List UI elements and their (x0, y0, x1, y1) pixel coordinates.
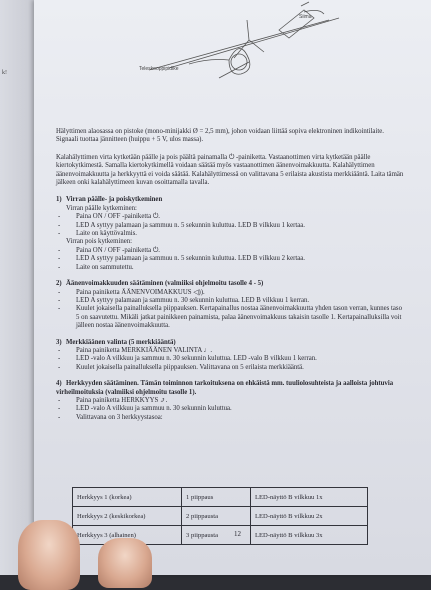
section-title (56, 339, 406, 347)
section-title-text: Virran päälle- ja poiskytkeminen (66, 196, 163, 204)
sections (56, 196, 406, 422)
bullet-item: - Laite on käyttövalmis. (56, 230, 406, 238)
bullet-item: - Kuulet jokaisella painalluksella piippauksen. Valittavana on 5 erilaista merkkiääntä. (56, 364, 406, 372)
bullet-item: - Paina ON / OFF -painiketta ⏻. (56, 247, 406, 255)
section-number: 1) (56, 196, 62, 204)
section-title (56, 380, 406, 397)
table-row (73, 488, 368, 507)
fishing-rod-illustration (129, 0, 369, 90)
edge-text: k! (2, 70, 7, 76)
section-title-text: Merkkiäänen valinta (5 merkkiääntä) (66, 338, 176, 346)
table-cell: Herkkyys 2 (keskikorkea) (73, 507, 182, 526)
sensitivity-table (72, 487, 368, 545)
bullet-item: - LED A syttyy palamaan ja sammuu n. 30 sekunnin kuluttua. LED B vilkkuu 1 kerran. (56, 297, 406, 305)
table-cell: 3 piippausta (182, 526, 251, 545)
section (56, 280, 406, 330)
section (56, 339, 406, 373)
bullet-item: - Paina ON / OFF -painiketta ⏻. (56, 213, 406, 221)
bullet-item: - Valittavana on 3 herkkyystasoa: (56, 414, 406, 422)
table-cell: LED-näyttö B vilkkuu 2x (251, 507, 368, 526)
section-title (56, 196, 406, 204)
table-row (73, 507, 368, 526)
table-cell: 1 piippaus (182, 488, 251, 507)
section-number: 4) (56, 380, 62, 388)
bullet-item: - LED A syttyy palamaan ja sammuu n. 5 sekunnin kuluttua. LED B vilkkuu 2 kertaa. (56, 255, 406, 263)
section-number: 2) (56, 280, 62, 288)
intro-paragraph-2: Kalahälyttimen virta kytketään päälle ja pois päältä painamalla ⏻ -painiketta. Vastaanottimen virta kytketään päälle kiertokytkimestä. Samalla kiertokytkimellä voidaan säätää myös vastaanottimen äänenvoimakkuutta. Kalahälyttimen äänenvoimakkuutta ja herkkyyttä ei voida säätää. Kalahälyttimessä on valittavana 5 erilaista akustista merkkiääntä. Laita tämän jälkeen onki kalahälyttimeen kuvan osoittamalla tavalla. (56, 153, 404, 187)
bullet-item: - Paina painiketta ÄÄNENVOIMAKKUUS ◁)). (56, 289, 406, 297)
section (56, 380, 406, 422)
manual-page (34, 0, 431, 575)
bullet-item: - Paina painiketta HERKKYYS ⤴. (56, 397, 406, 405)
subheading: Virran pois kytkeminen: (66, 238, 133, 246)
bullet-item: - Paina painiketta MERKKIÄÄNEN VALINTA ♩. (56, 347, 406, 355)
bullet-item: - LED -valo A vilkkuu ja sammuu n. 30 sekunnin kuluttua. LED -valo B vilkkuu 1 kerran. (56, 355, 406, 363)
bullet-item: - Kuulet jokaisella painalluksella piippauksen. Kertapainallus nostaa äänenvoimakkuutta yhden tason verran, kunnes taso 5 on saavutettu. Mikäli jatkat painikkeen painamista, palaa äänenvoimakkuus takaisin tasolle 1. Kertapainalluksilla voit jälleen nostaa äänenvoimakkuutta. (56, 305, 406, 330)
intro-paragraph-1: Hälyttimen alaosassa on pistoke (mono-minijakki Ø = 2,5 mm), johon voidaan liittää sopiva elektroninen indikointilaite. Signaali tuottaa jännitteen (huippu + 5 V, ulos massa). (56, 128, 384, 144)
page-number: 12 (234, 530, 241, 538)
subheading: Virran päälle kytkeminen: (66, 204, 137, 212)
section-title-text: Äänenvoimakkuuden säätäminen (valmiiksi ohjelmoitu tasolle 4 - 5) (66, 280, 264, 288)
table-cell: 2 piippausta (182, 507, 251, 526)
bullet-item: - Laite on sammutettu. (56, 264, 406, 272)
table-cell: Herkkyys 1 (korkea) (73, 488, 182, 507)
table-cell: LED-näyttö B vilkkuu 3x (251, 526, 368, 545)
manual-body (56, 128, 406, 422)
table-cell: Herkkyys 3 (alhainen) (73, 526, 182, 545)
section-number: 3) (56, 338, 62, 346)
label-teleskooppipidike: Teleskooppipidike (139, 66, 179, 72)
section-title (56, 280, 406, 288)
label-siima: Siima (299, 14, 312, 20)
thumb-left (18, 520, 80, 590)
thumb-right (98, 538, 152, 588)
bullet-item: - LED -valo A vilkkuu ja sammuu n. 30 sekunnin kuluttua. (56, 405, 406, 413)
section (56, 196, 406, 272)
table-cell: LED-näyttö B vilkkuu 1x (251, 488, 368, 507)
section-title-text: Herkkyyden säätäminen. Tämän toiminnon tarkoituksena on ehkäistä mm. tuuliolosuhteista ja aalloista johtuvia virheilmoituksia (valmiiksi ohjelmoitu tasolle 1). (56, 380, 394, 396)
bullet-item: - LED A syttyy palamaan ja sammuu n. 5 sekunnin kuluttua. LED B vilkkuu 1 kertaa. (56, 222, 406, 230)
